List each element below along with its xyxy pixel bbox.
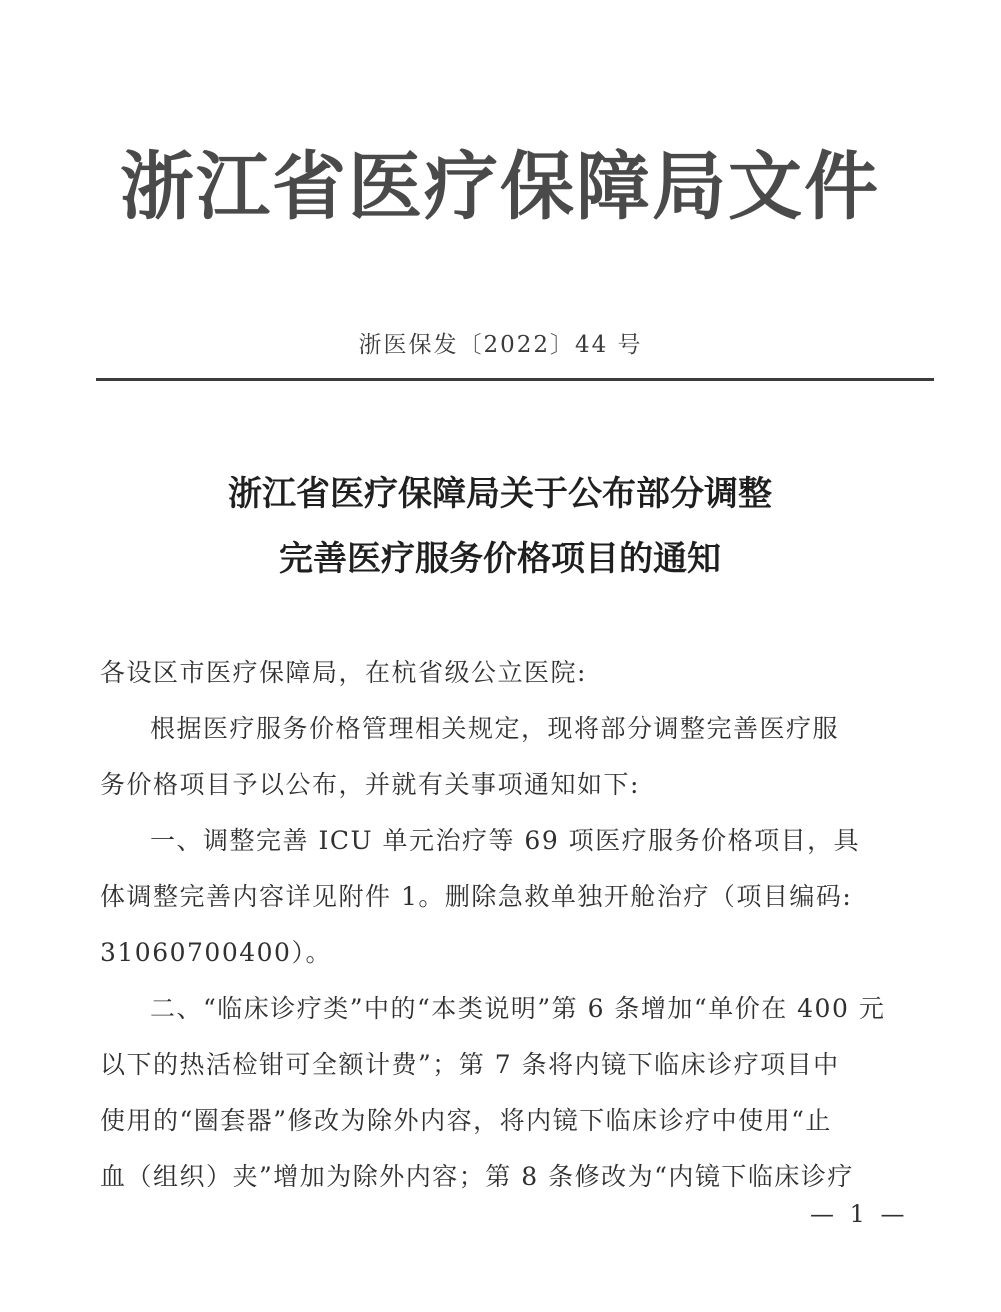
body-line: 二、“临床诊疗类”中的“本类说明”第 6 条增加“单价在 400 元 bbox=[150, 994, 886, 1023]
header-divider bbox=[96, 378, 934, 381]
body-line: 根据医疗服务价格管理相关规定，现将部分调整完善医疗服 bbox=[150, 714, 840, 743]
notice-title-line-2: 完善医疗服务价格项目的通知 bbox=[279, 539, 721, 579]
body-line: 使用的“圈套器”修改为除外内容，将内镜下临床诊疗中使用“止 bbox=[100, 1106, 832, 1135]
issuing-authority-title: 浙江省医疗保障局文件 bbox=[120, 144, 880, 230]
page-number: — 1 — bbox=[810, 1200, 909, 1228]
notice-body bbox=[100, 645, 930, 1205]
body-line: 体调整完善内容详见附件 1。删除急救单独开舱治疗（项目编码: bbox=[100, 882, 853, 911]
body-line: 以下的热活检钳可全额计费”；第 7 条将内镜下临床诊疗项目中 bbox=[100, 1050, 840, 1079]
body-line: 一、调整完善 ICU 单元治疗等 69 项医疗服务价格项目，具 bbox=[150, 826, 861, 855]
salutation-line: 各设区市医疗保障局，在杭省级公立医院: bbox=[100, 658, 587, 687]
body-line: 血（组织）夹”增加为除外内容；第 8 条修改为“内镜下临床诊疗 bbox=[100, 1162, 854, 1191]
document-number: 浙医保发〔2022〕44 号 bbox=[358, 332, 643, 358]
notice-title-line-1: 浙江省医疗保障局关于公布部分调整 bbox=[228, 474, 772, 514]
body-line: 务价格项目予以公布，并就有关事项通知如下: bbox=[100, 770, 640, 799]
body-line: 31060700400）。 bbox=[100, 938, 332, 967]
